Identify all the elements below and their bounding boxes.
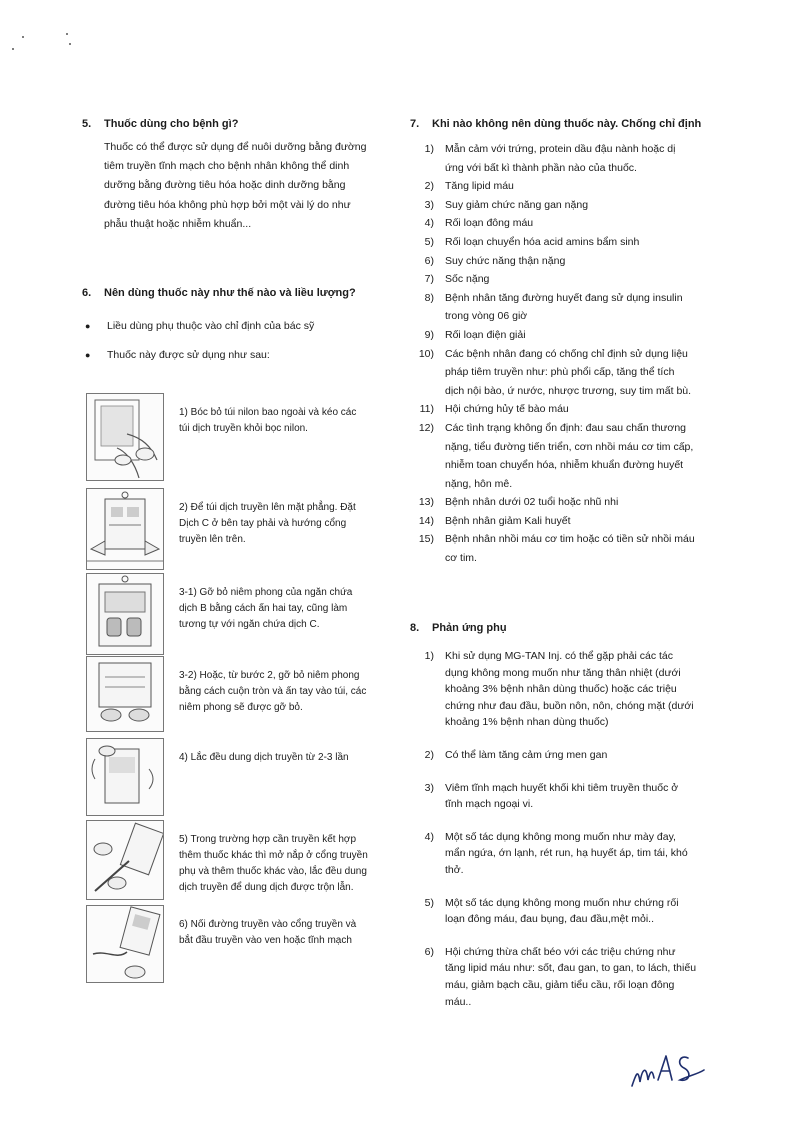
step-line: 3-1) Gỡ bỏ niêm phong của ngăn chứa — [179, 587, 353, 598]
item-line: cơ tim. — [445, 552, 477, 565]
section-title: Nên dùng thuốc này như thế nào và liều lượng? — [104, 287, 356, 299]
list-item — [410, 419, 720, 493]
step-line: phụ và thêm thuốc khác vào, lắc đều dung — [179, 866, 367, 877]
step-line: bắt đầu truyền vào ven hoặc tĩnh mạch — [179, 935, 352, 946]
bullet-icon: ● — [85, 321, 91, 331]
item-line: Bệnh nhân tăng đường huyết đang sử dụng insulin — [445, 291, 683, 304]
item-number: 3) — [424, 198, 434, 211]
bag-on-surface-illustration-icon — [87, 489, 163, 569]
item-number: 7) — [424, 273, 434, 286]
item-line: Hội chứng hủy tế bào máu — [445, 403, 569, 416]
item-line: nặng, tiểu đường tiến triển, cơn nhồi máu cơ tim cấp, — [445, 440, 694, 453]
bullet-text: Thuốc này được sử dụng như sau: — [107, 349, 270, 361]
item-number: 13) — [418, 496, 434, 509]
section-8-heading — [410, 622, 720, 634]
section-7-heading — [410, 118, 720, 130]
item-line: mẩn ngứa, ớn lạnh, rét run, hạ huyết áp, tim tái, khó — [445, 847, 688, 860]
item-line: tăng lipid máu như: sốt, đau gan, to gan, to lách, thiếu — [445, 962, 697, 975]
item-line: Các tình trạng không ổn định: đau sau chấn thương — [445, 421, 686, 434]
list-item — [410, 512, 720, 531]
item-line: Khi sử dụng MG-TAN Inj. có thể gặp phải các tác — [445, 650, 674, 662]
item-line: Rối loạn đông máu — [445, 217, 534, 230]
item-number: 4) — [424, 217, 434, 230]
item-line: thở. — [445, 863, 464, 876]
step-6 — [86, 905, 396, 983]
section-title: Thuốc dùng cho bệnh gì? — [104, 118, 239, 130]
bullet-icon: ● — [85, 350, 91, 360]
section-number: 8. — [410, 622, 420, 634]
list-item — [410, 829, 720, 879]
list-item — [410, 780, 720, 813]
step-4 — [86, 738, 396, 816]
item-line: ứng với bất kì thành phần nào của thuốc. — [445, 161, 637, 174]
list-item — [410, 493, 720, 512]
step-3-2 — [86, 656, 396, 732]
item-line: máu.. — [445, 995, 472, 1008]
item-line: nặng, hôn mê. — [445, 477, 513, 490]
step-3-2-illustration — [86, 656, 164, 732]
item-line: khoảng 1% bệnh nhan dùng thuốc) — [445, 716, 609, 729]
section-title: Khi nào không nên dùng thuốc này. Chống chỉ định — [432, 118, 702, 130]
step-line: thêm thuốc khác thì mở nắp ở cổng truyền — [179, 850, 368, 861]
bullet-text: Liều dùng phụ thuộc vào chỉ định của bác sỹ — [107, 320, 315, 332]
step-line: 5) Trong trường hợp cần truyền kết hợp — [179, 834, 357, 845]
item-line: Hội chứng thừa chất béo với các triệu chứng như — [445, 945, 676, 958]
list-item — [410, 289, 720, 326]
section-5-heading — [82, 118, 390, 130]
step-3-1-illustration — [86, 573, 164, 655]
item-line: nhiễm toan chuyển hóa, nhiễm khuẩn đường huyết — [445, 459, 684, 472]
item-number: 2) — [424, 180, 434, 193]
list-item — [410, 140, 720, 177]
scan-speck — [69, 43, 71, 45]
peel-bag-illustration-icon — [87, 394, 163, 480]
list-item — [410, 400, 720, 419]
item-number: 12) — [418, 421, 434, 434]
step-line: dịch truyền để dung dịch được trộn lẫn. — [179, 882, 354, 893]
section-5-body — [104, 138, 390, 234]
list-item — [410, 196, 720, 215]
section-number: 7. — [410, 118, 420, 130]
item-number: 10) — [418, 347, 434, 360]
step-line: 4) Lắc đều dung dịch truyền từ 2-3 lần — [179, 752, 349, 763]
item-number: 8) — [424, 291, 434, 304]
section-number: 6. — [82, 287, 92, 299]
body-line: dưỡng bằng đường tiêu hóa hoặc dinh dưỡng bằng — [104, 179, 346, 192]
step-2-text — [179, 500, 356, 570]
item-line: Bệnh nhân dưới 02 tuổi hoặc nhũ nhi — [445, 496, 619, 509]
list-item — [410, 214, 720, 233]
item-line: dịch nội bào, ứ nước, nhược trương, suy tim mất bù. — [445, 384, 692, 397]
step-5 — [86, 820, 396, 900]
list-item — [410, 177, 720, 196]
item-line: pháp tiêm truyền như: phù phổi cấp, tăng thể tích — [445, 366, 675, 379]
step-3-2-text — [179, 668, 366, 732]
item-line: tĩnh mạch ngoại vi. — [445, 798, 534, 811]
list-item — [410, 648, 720, 731]
step-2 — [86, 488, 396, 570]
item-line: Suy giảm chức năng gan nặng — [445, 198, 589, 211]
item-number: 4) — [424, 830, 434, 843]
item-number: 6) — [424, 945, 434, 958]
step-5-illustration — [86, 820, 164, 900]
section-6-heading — [82, 287, 402, 299]
step-1 — [86, 393, 396, 481]
list-item — [410, 233, 720, 252]
scan-speck — [22, 36, 24, 38]
item-line: Sốc nặng — [445, 273, 490, 286]
step-3-1-text — [179, 585, 352, 655]
list-item — [410, 270, 720, 289]
connect-line-illustration-icon — [87, 906, 163, 982]
scan-speck — [66, 33, 68, 35]
item-number: 14) — [418, 514, 434, 527]
shake-bag-illustration-icon — [87, 739, 163, 815]
list-item — [410, 747, 720, 764]
item-line: Một số tác dụng không mong muốn như chứng rối — [445, 896, 679, 909]
item-line: Bệnh nhân giảm Kali huyết — [445, 514, 571, 527]
step-line: Dịch C ở bên tay phải và hướng cổng — [179, 518, 347, 529]
item-line: loạn đông máu, đau bụng, đau đầu,mệt mỏi.. — [445, 913, 654, 926]
item-line: Rối loạn chuyển hóa acid amins bẩm sinh — [445, 235, 640, 248]
item-number: 3) — [424, 781, 434, 794]
body-line: tiêm truyền tĩnh mạch cho bệnh nhân không thể dinh — [104, 160, 350, 173]
step-2-illustration — [86, 488, 164, 570]
scan-speck — [12, 48, 14, 50]
step-line: truyền lên trên. — [179, 534, 246, 545]
item-number: 15) — [418, 533, 434, 546]
step-1-illustration — [86, 393, 164, 481]
item-number: 5) — [424, 896, 434, 909]
item-line: Viêm tĩnh mạch huyết khối khi tiêm truyền thuốc ở — [445, 781, 679, 794]
roll-bag-illustration-icon — [87, 657, 163, 731]
item-line: Suy chức năng thận nặng — [445, 254, 566, 267]
step-line: 1) Bóc bỏ túi nilon bao ngoài và kéo các — [179, 407, 357, 418]
press-seal-illustration-icon — [87, 574, 163, 654]
step-line: 6) Nối đường truyền vào cổng truyền và — [179, 919, 357, 930]
step-line: dịch B bằng cách ấn hai tay, cũng làm — [179, 603, 348, 614]
item-line: Bệnh nhân nhồi máu cơ tim hoặc có tiền sử nhồi máu — [445, 533, 695, 546]
section-title: Phản ứng phụ — [432, 622, 507, 634]
list-item — [410, 252, 720, 271]
item-line: máu, giảm bạch cầu, giảm tiểu cầu, rối loạn đông — [445, 978, 675, 991]
list-item — [410, 326, 720, 345]
contraindication-list — [410, 140, 720, 568]
step-line: 3-2) Hoặc, từ bước 2, gỡ bỏ niêm phong — [179, 670, 360, 681]
step-line: niêm phong sẽ được gỡ bỏ. — [179, 702, 303, 713]
item-number: 1) — [424, 143, 434, 155]
item-line: Các bệnh nhân đang có chống chỉ định sử dụng liệu — [445, 347, 688, 360]
list-item — [410, 895, 720, 928]
add-medicine-illustration-icon — [87, 821, 163, 899]
item-line: Tăng lipid máu — [445, 180, 514, 193]
step-line: túi dịch truyền khỏi bọc nilon. — [179, 423, 308, 434]
section-number: 5. — [82, 118, 92, 130]
step-6-illustration — [86, 905, 164, 983]
step-6-text — [179, 917, 356, 983]
step-4-text — [179, 750, 349, 816]
side-effect-list — [410, 648, 720, 1010]
section-6-header — [82, 287, 402, 299]
item-number: 11) — [419, 403, 434, 416]
step-1-text — [179, 405, 356, 481]
item-line: trong vòng 06 giờ — [445, 310, 528, 323]
section-7 — [410, 118, 720, 568]
item-line: dụng không mong muốn như tăng thân nhiệt (dưới — [445, 666, 681, 679]
step-line: bằng cách cuộn tròn và ấn tay vào túi, các — [179, 686, 367, 697]
item-line: Rối loạn điện giải — [445, 328, 526, 341]
step-4-illustration — [86, 738, 164, 816]
item-line: chứng như đau đầu, buồn nôn, nôn, chóng mặt (dưới — [445, 699, 694, 712]
section-5 — [82, 118, 390, 234]
body-line: đường tiêu hóa không phù hợp bởi một vài lý do như — [104, 198, 351, 211]
body-line: phẫu thuật hoặc nhiễm khuẩn... — [104, 217, 252, 230]
section-8 — [410, 622, 720, 1010]
list-item — [410, 944, 720, 1010]
item-number: 5) — [424, 235, 434, 248]
item-line: khoảng 3% bệnh nhân dùng thuốc) hoặc các triệu — [445, 683, 677, 696]
handwritten-signature — [628, 1044, 708, 1094]
step-3-1 — [86, 573, 396, 655]
body-line: Thuốc có thể được sử dụng để nuôi dưỡng bằng đường — [104, 141, 367, 153]
bullet-item — [82, 347, 390, 363]
item-number: 6) — [424, 254, 434, 267]
item-number: 2) — [424, 748, 434, 761]
item-number: 1) — [424, 650, 434, 662]
step-line: tương tự với ngăn chứa dịch C. — [179, 619, 320, 630]
item-line: Có thể làm tăng cảm ứng men gan — [445, 748, 608, 761]
bullet-item — [82, 318, 390, 334]
step-line: 2) Để túi dịch truyền lên mặt phẳng. Đặt — [179, 502, 356, 513]
item-line: Một số tác dụng không mong muốn như mày đay, — [445, 830, 676, 843]
item-number: 9) — [424, 328, 434, 341]
item-line: Mẫn cảm với trứng, protein dầu đậu nành hoặc dị — [445, 143, 676, 155]
list-item — [410, 345, 720, 401]
step-5-text — [179, 832, 368, 900]
list-item — [410, 530, 720, 567]
